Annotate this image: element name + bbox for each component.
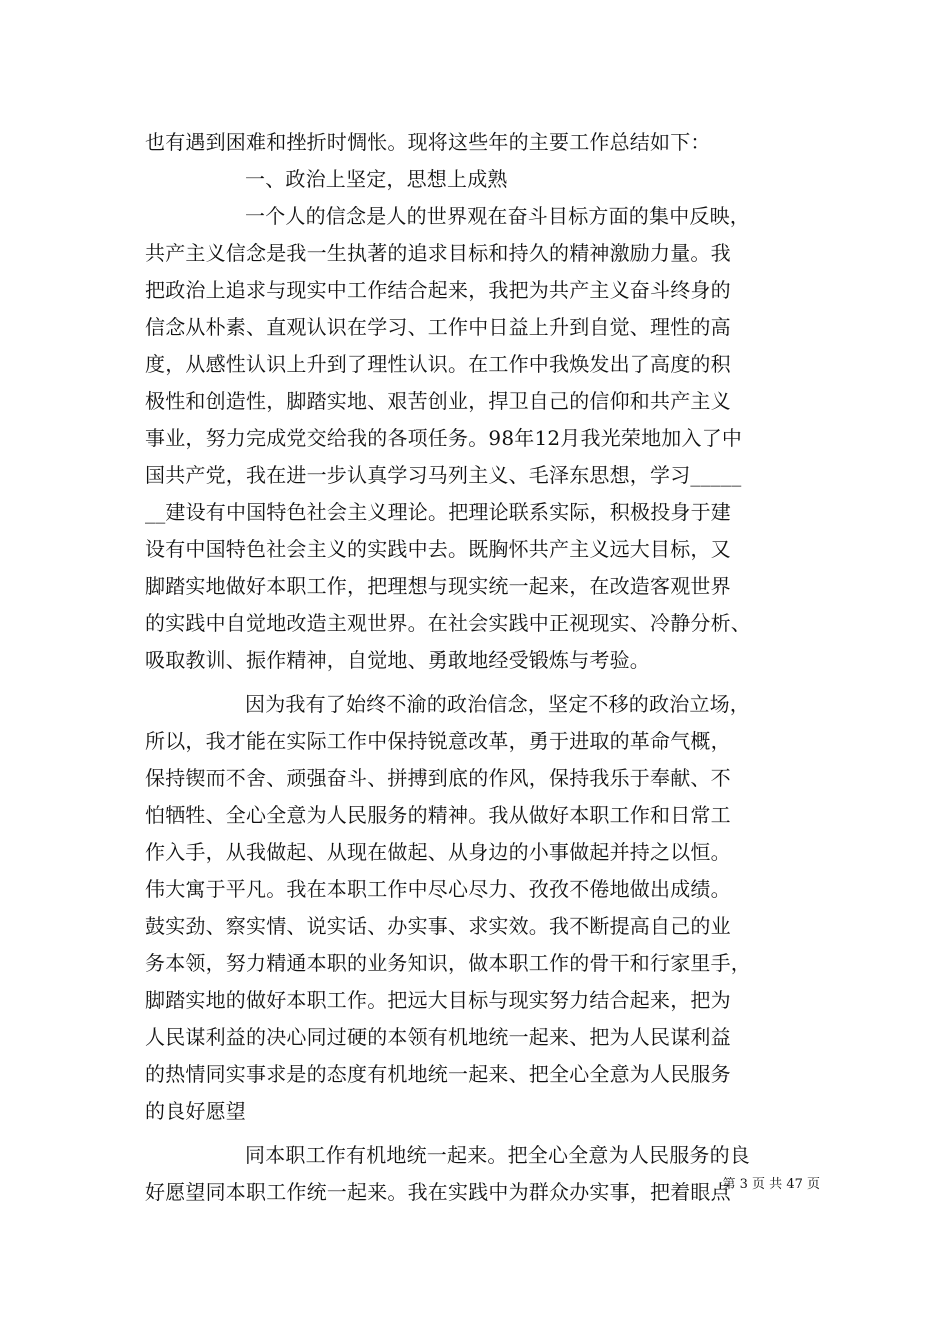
section-heading: 一、政治上坚定，思想上成熟 xyxy=(245,167,508,191)
text-line: 的良好愿望 xyxy=(145,1099,246,1123)
text-line: 设有中国特色社会主义的实践中去。既胸怀共产主义远大目标，又 xyxy=(145,537,731,561)
text-line: 脚踏实地做好本职工作，把理想与现实统一起来，在改造客观世界 xyxy=(145,574,731,598)
text-line: 因为我有了始终不渝的政治信念，坚定不移的政治立场， xyxy=(245,692,750,716)
text-line: 国共产党，我在进一步认真学习马列主义、毛泽东思想，学习_____ xyxy=(145,463,742,487)
text-line: 务本领，努力精通本职的业务知识，做本职工作的骨干和行家里手， xyxy=(145,951,751,975)
text-line: 一个人的信念是人的世界观在奋斗目标方面的集中反映， xyxy=(245,204,750,228)
text-line: 把政治上追求与现实中工作结合起来，我把为共产主义奋斗终身的 xyxy=(145,278,731,302)
text-line: 吸取教训、振作精神，自觉地、勇敢地经受锻炼与考验。 xyxy=(145,648,650,672)
text-line: 保持锲而不舍、顽强奋斗、拼搏到底的作风，保持我乐于奉献、不 xyxy=(145,766,731,790)
text-line: 作入手，从我做起、从现在做起、从身边的小事做起并持之以恒。 xyxy=(145,840,731,864)
text-line: 怕牺牲、全心全意为人民服务的精神。我从做好本职工作和日常工 xyxy=(145,803,731,827)
text-line: 共产主义信念是我一生执著的追求目标和持久的精神激励力量。我 xyxy=(145,241,731,265)
text-line: 人民谋利益的决心同过硬的本领有机地统一起来、把为人民谋利益 xyxy=(145,1025,731,1049)
text-line: 伟大寓于平凡。我在本职工作中尽心尽力、孜孜不倦地做出成绩。 xyxy=(145,877,731,901)
text-line: 同本职工作有机地统一起来。把全心全意为人民服务的良 xyxy=(245,1143,750,1167)
text-line: 事业，努力完成党交给我的各项任务。98年12月我光荣地加入了中 xyxy=(145,426,743,450)
text-line: 脚踏实地的做好本职工作。把远大目标与现实努力结合起来，把为 xyxy=(145,988,731,1012)
text-line: 极性和创造性，脚踏实地、艰苦创业，捍卫自己的信仰和共产主义 xyxy=(145,389,731,413)
text-line: 也有遇到困难和挫折时惆怅。现将这些年的主要工作总结如下： xyxy=(145,130,711,154)
document-body xyxy=(145,124,825,1211)
text-line: 的热情同实事求是的态度有机地统一起来、把全心全意为人民服务 xyxy=(145,1062,731,1086)
text-line: 信念从朴素、直观认识在学习、工作中日益上升到自觉、理性的高 xyxy=(145,315,731,339)
text-line: 度，从感性认识上升到了理性认识。在工作中我焕发出了高度的积 xyxy=(145,352,731,376)
page-number: 第 3 页 共 47 页 xyxy=(722,1177,820,1192)
text-line: 的实践中自觉地改造主观世界。在社会实践中正视现实、冷静分析、 xyxy=(145,611,751,635)
text-line: __建设有中国特色社会主义理论。把理论联系实际，积极投身于建 xyxy=(145,500,731,524)
text-line: 所以，我才能在实际工作中保持锐意改革，勇于进取的革命气概， xyxy=(145,729,731,753)
text-line: 鼓实劲、察实情、说实话、办实事、求实效。我不断提高自己的业 xyxy=(145,914,731,938)
text-line: 好愿望同本职工作统一起来。我在实践中为群众办实事，把着眼点 xyxy=(145,1180,731,1204)
